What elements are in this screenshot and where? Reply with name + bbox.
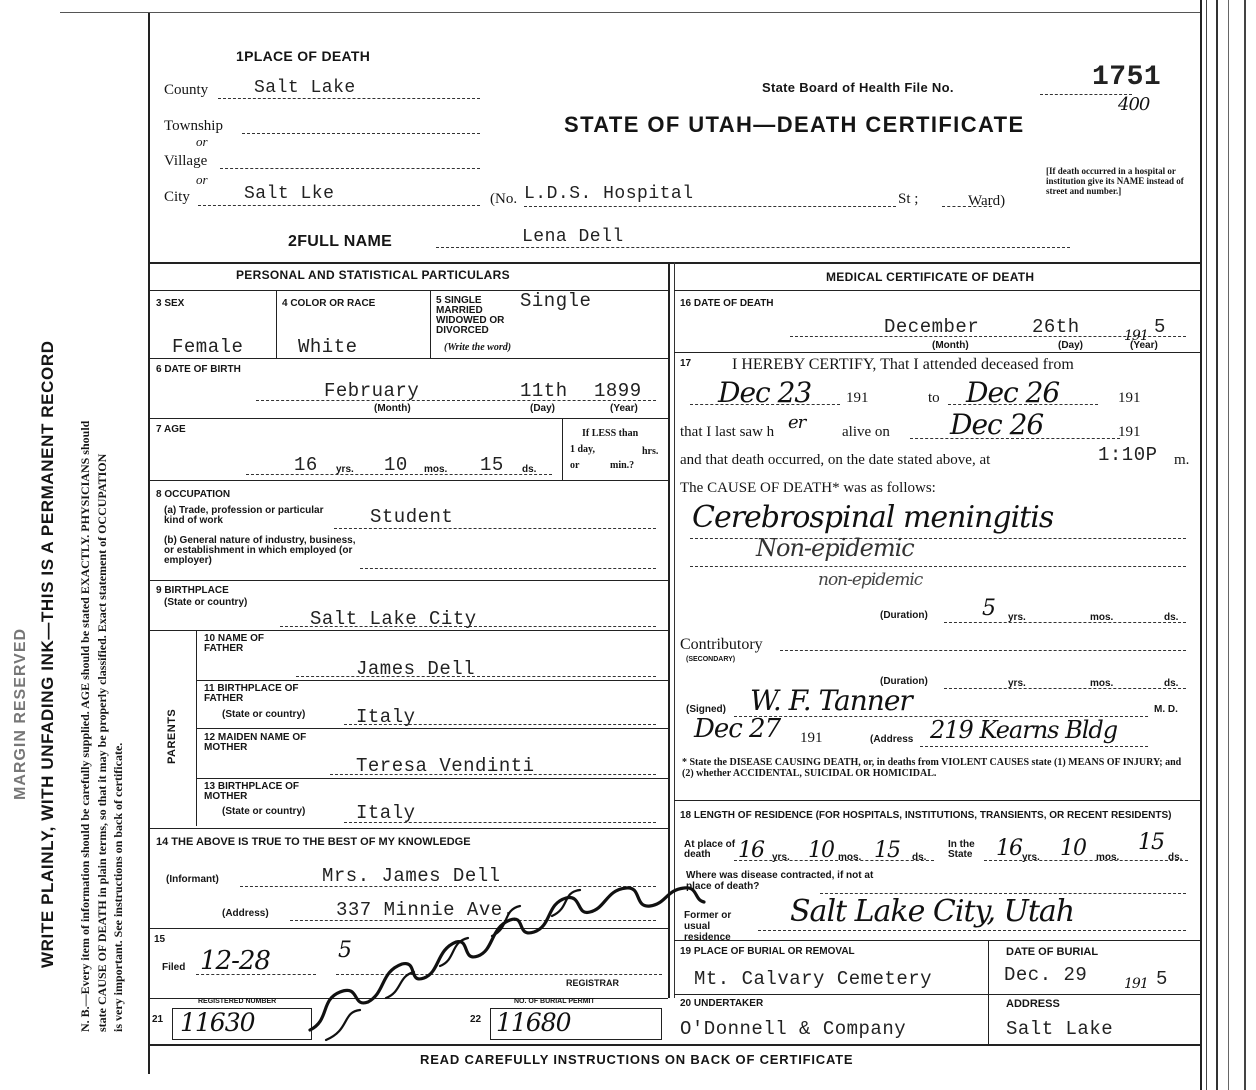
age-months: 10 [384, 454, 408, 476]
village-label: Village [164, 153, 208, 169]
sex-value: Female [172, 336, 244, 358]
dod-day: 26th [1032, 316, 1080, 338]
burial-date-label: DATE OF BURIAL [1006, 946, 1099, 958]
death-time: 1:10P [1098, 444, 1158, 466]
footer-instructions: READ CAREFULLY INSTRUCTIONS ON BACK OF CERTIFICATE [420, 1052, 854, 1067]
full-name-value: Lena Dell [522, 227, 624, 247]
contributory-label: Contributory [680, 636, 763, 653]
undertaker-label: 20 UNDERTAKER [680, 998, 764, 1009]
occupation-label: 8 OCCUPATION [156, 489, 231, 500]
filed-year-digit: 5 [338, 938, 351, 963]
township-label: Township [164, 118, 223, 134]
residence-place-years: 16 [738, 838, 764, 863]
birthplace-value: Salt Lake City [310, 608, 477, 630]
margin-note-1: N. B.—Every item of information should be carefully supplied. AGE should be stated EXACTLY. PHYSICIANS should [78, 420, 92, 1032]
registered-number: 11630 [180, 1008, 255, 1037]
burial-label: 19 PLACE OF BURIAL OR REMOVAL [680, 946, 855, 957]
knowledge-statement: 14 THE ABOVE IS TRUE TO THE BEST OF MY KNOWLEDGE [156, 836, 471, 848]
residence-state-months: 10 [1060, 836, 1086, 861]
sex-label: 3 SEX [156, 298, 185, 309]
marital-label: 5 SINGLE MARRIED WIDOWED OR DIVORCED [436, 295, 505, 336]
dod-month: December [884, 316, 980, 338]
no-label: (No. [490, 191, 518, 207]
file-no-label: State Board of Health File No. [762, 80, 954, 95]
residence-state-days: 15 [1138, 830, 1164, 855]
burial-permit-number: 11680 [496, 1008, 571, 1037]
mother-name: Teresa Vendinti [356, 755, 535, 777]
mother-label: 12 MAIDEN NAME OF MOTHER [204, 732, 307, 753]
undertaker-address-label: ADDRESS [1006, 998, 1060, 1010]
informant-name: Mrs. James Dell [322, 865, 501, 887]
full-name-label: 2FULL NAME [288, 233, 393, 250]
father-birthplace-label: 11 BIRTHPLACE OF FATHER [204, 683, 299, 704]
color-label: 4 COLOR OR RACE [282, 298, 376, 309]
dod-year: 5 [1154, 316, 1166, 338]
residence-state-years: 16 [996, 836, 1022, 861]
file-no-value: 1751 [1092, 62, 1162, 93]
burial-year: 5 [1156, 968, 1168, 990]
hospital-value: L.D.S. Hospital [524, 184, 694, 204]
father-birthplace: Italy [356, 706, 416, 728]
duration-years: 5 [982, 596, 995, 621]
dod-label: 16 DATE OF DEATH [680, 298, 774, 309]
dob-day: 11th [520, 380, 568, 402]
personal-section-title: PERSONAL AND STATISTICAL PARTICULARS [236, 268, 510, 282]
cause-label: The CAUSE OF DEATH* was as follows: [680, 480, 936, 496]
registrar-signature [290, 880, 720, 1060]
margin-note-2: state CAUSE OF DEATH in plain terms, so that it may be properly classified. Exact statement of OCCUPATION [95, 453, 109, 1032]
ward-label: Ward) [968, 193, 1006, 209]
city-value: Salt Lke [244, 184, 335, 204]
address-label: (Address) [222, 908, 269, 919]
attended-to: Dec 26 [966, 376, 1060, 409]
margin-permanent-record: WRITE PLAINLY, WITH UNFADING INK—THIS IS A PERMANENT RECORD [38, 340, 57, 968]
filed-date: 12-28 [200, 946, 270, 976]
informant-address: 337 Minnie Ave. [336, 899, 515, 921]
where-contracted-label: Where was disease contracted, if not at place of death? [686, 870, 874, 892]
margin-note-3: is very important. See instructions on back of certificate. [111, 742, 125, 1032]
former-residence: Salt Lake City, Utah [790, 894, 1075, 929]
marital-value: Single [520, 290, 592, 312]
registrar-label: REGISTRAR [566, 978, 620, 988]
mother-birthplace: Italy [356, 802, 416, 824]
attended-from: Dec 23 [718, 376, 812, 409]
mother-birthplace-label: 13 BIRTHPLACE OF MOTHER [204, 781, 300, 802]
marital-note: (Write the word) [444, 342, 512, 353]
undertaker-address: Salt Lake [1006, 1018, 1114, 1040]
dob-month: February [324, 380, 420, 402]
age-days: 15 [480, 454, 504, 476]
county-label: County [164, 82, 209, 98]
burial-date: Dec. 29 [1004, 964, 1088, 986]
hospital-note: [If death occurred in a hospital or institution give its NAME instead of street and number.] [1046, 166, 1184, 196]
father-label: 10 NAME OF FATHER [204, 633, 265, 654]
undertaker-name: O'Donnell & Company [680, 1018, 907, 1040]
cause-tertiary: non-epidemic [818, 570, 923, 590]
occupation-value: Student [370, 506, 454, 528]
cause-secondary: Non-epidemic [756, 534, 914, 562]
city-label: City [164, 189, 190, 205]
cause-primary: Cerebrospinal meningitis [692, 500, 1054, 535]
residence-place-months: 10 [808, 838, 834, 863]
residence-place-days: 15 [874, 838, 900, 863]
alive-on-date: Dec 26 [950, 408, 1044, 441]
informant-label: (Informant) [166, 874, 219, 885]
violent-causes-note: * State the DISEASE CAUSING DEATH, or, in deaths from VIOLENT CAUSES state (1) MEANS OF INJURY; and (2) whether ACCIDENTAL, SUICIDAL OR HOMICIDAL. [682, 757, 1182, 779]
st-label: St ; [898, 191, 919, 207]
filed-label: Filed [162, 962, 186, 973]
birthplace-label: 9 BIRTHPLACE [156, 585, 229, 596]
file-no-sub: 400 [1118, 94, 1150, 115]
residence-label: 18 LENGTH OF RESIDENCE (FOR HOSPITALS, INSTITUTIONS, TRANSIENTS, OR RECENT RESIDENTS) [680, 810, 1172, 821]
dob-label: 6 DATE OF BIRTH [156, 364, 241, 375]
certify-statement: I HEREBY CERTIFY, That I attended deceased from [732, 356, 1074, 373]
father-name: James Dell [356, 658, 476, 680]
burial-place: Mt. Calvary Cemetery [694, 968, 933, 990]
medical-section-title: MEDICAL CERTIFICATE OF DEATH [826, 270, 1035, 284]
margin-reserved: MARGIN RESERVED [12, 627, 29, 800]
age-label: 7 AGE [156, 424, 186, 435]
physician-address: 219 Kearns Bldg [930, 716, 1118, 744]
place-of-death-heading: 1PLACE OF DEATH [236, 48, 371, 64]
color-value: White [298, 336, 358, 358]
dob-year: 1899 [594, 380, 642, 402]
county-value: Salt Lake [254, 78, 356, 98]
physician-signature: W. F. Tanner [750, 684, 912, 717]
certificate-title: STATE OF UTAH—DEATH CERTIFICATE [564, 112, 1025, 137]
age-years: 16 [294, 454, 318, 476]
signed-date: Dec 27 [694, 714, 781, 744]
parents-label: PARENTS [166, 708, 178, 764]
